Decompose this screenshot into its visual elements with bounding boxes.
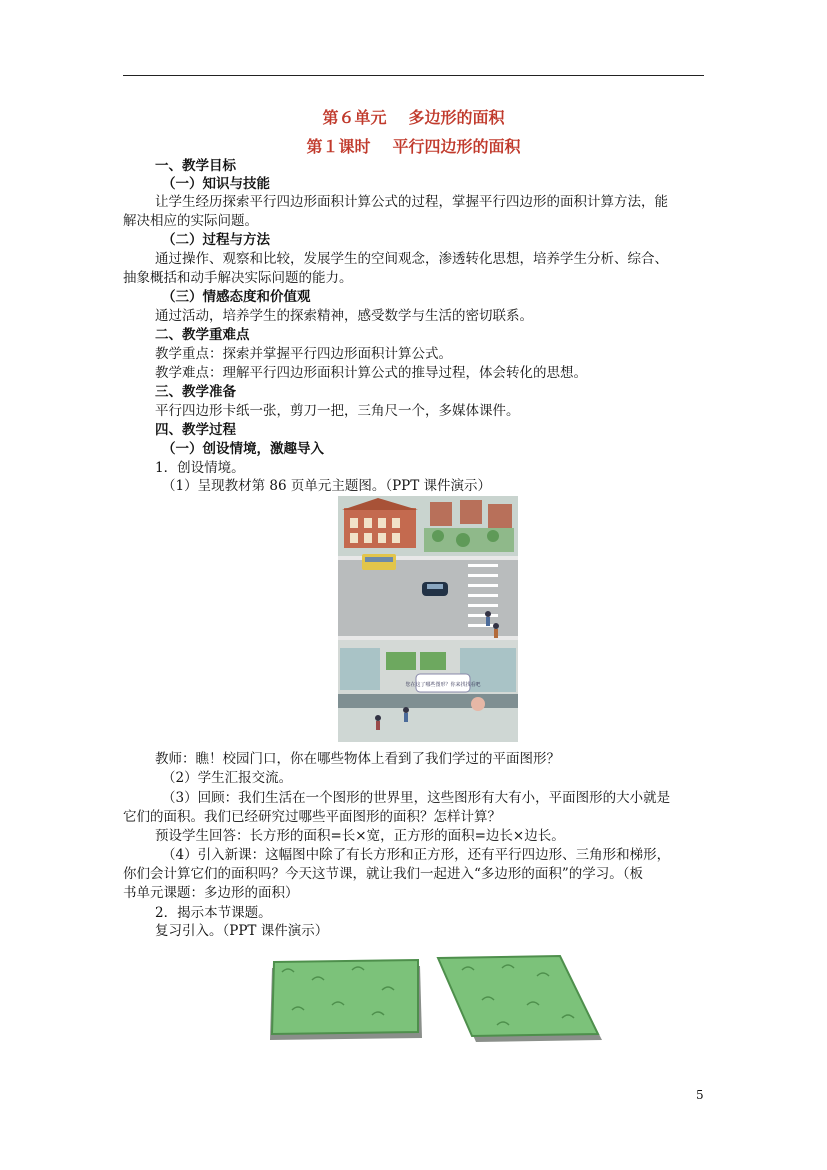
paragraph-line: 教学难点：理解平行四边形面积计算公式的推导过程，体会转化的思想。	[155, 365, 587, 381]
unit-number: 第６单元	[322, 108, 387, 127]
lesson-title	[0, 134, 827, 157]
paragraph-line: 它们的面积。我们已经研究过哪些平面图形的面积？怎样计算？	[123, 809, 501, 825]
paragraph-line: 通过操作、观察和比较，发展学生的空间观念，渗透转化思想，培养学生分析、综合、	[155, 251, 668, 267]
page-number: 5	[696, 1088, 704, 1102]
subsection-heading: （一）知识与技能	[162, 176, 270, 192]
paragraph-line: 复习引入。（PPT 课件演示）	[155, 923, 329, 939]
parallelogram-lawn	[438, 956, 602, 1042]
paragraph-line: 抽象概括和动手解决实际问题的能力。	[123, 270, 353, 286]
unit-name: 多边形的面积	[408, 108, 505, 127]
paragraph-line: （1）呈现教材第 86 页单元主题图。（PPT 课件演示）	[162, 478, 492, 494]
header-rule	[123, 75, 704, 76]
paragraph-line: 你们会计算它们的面积吗？今天这节课，就让我们一起进入“多边形的面积”的学习。（板	[123, 866, 644, 882]
section-heading: 二、教学重难点	[155, 327, 250, 343]
section-heading: 四、教学过程	[155, 422, 236, 438]
paragraph-line: 1．创设情境。	[155, 460, 245, 476]
paragraph-line: 教师：瞧！校园门口，你在哪些物体上看到了我们学过的平面图形？	[155, 751, 560, 767]
paragraph-line: （4）引入新课：这幅图中除了有长方形和正方形，还有平行四边形、三角形和梯形，	[162, 847, 671, 863]
lesson-name: 平行四边形的面积	[392, 137, 521, 156]
lesson-number: 第１课时	[306, 137, 371, 156]
paragraph-line: 平行四边形卡纸一张，剪刀一把，三角尺一个，多媒体课件。	[155, 403, 520, 419]
school-gate-illustration	[338, 496, 518, 742]
speech-bubble-text: 您在这了哪些图形？你来找找看吧	[405, 682, 481, 688]
paragraph-line: 教学重点：探索并掌握平行四边形面积计算公式。	[155, 346, 452, 362]
lawn-shapes-illustration	[262, 950, 608, 1050]
paragraph-line: 预设学生回答：长方形的面积=长×宽，正方形的面积=边长×边长。	[155, 828, 565, 844]
paragraph-line: 书单元课题：多边形的面积）	[123, 885, 299, 901]
paragraph-line: 2．揭示本节课题。	[155, 905, 272, 921]
subsection-heading: （二）过程与方法	[162, 232, 270, 248]
section-heading: 一、教学目标	[155, 158, 236, 174]
paragraph-line: 通过活动，培养学生的探索精神，感受数学与生活的密切联系。	[155, 308, 533, 324]
rectangle-lawn	[270, 960, 422, 1040]
paragraph-line: 让学生经历探索平行四边形面积计算公式的过程，掌握平行四边形的面积计算方法，能	[155, 194, 668, 210]
paragraph-line: 解决相应的实际问题。	[123, 213, 258, 229]
paragraph-line: （3）回顾：我们生活在一个图形的世界里，这些图形有大有小，平面图形的大小就是	[162, 790, 671, 806]
subsection-heading: （一）创设情境，激趣导入	[162, 441, 324, 457]
paragraph-line: （2）学生汇报交流。	[162, 770, 293, 786]
section-heading: 三、教学准备	[155, 384, 236, 400]
subsection-heading: （三）情感态度和价值观	[162, 289, 311, 305]
unit-title	[0, 105, 827, 128]
